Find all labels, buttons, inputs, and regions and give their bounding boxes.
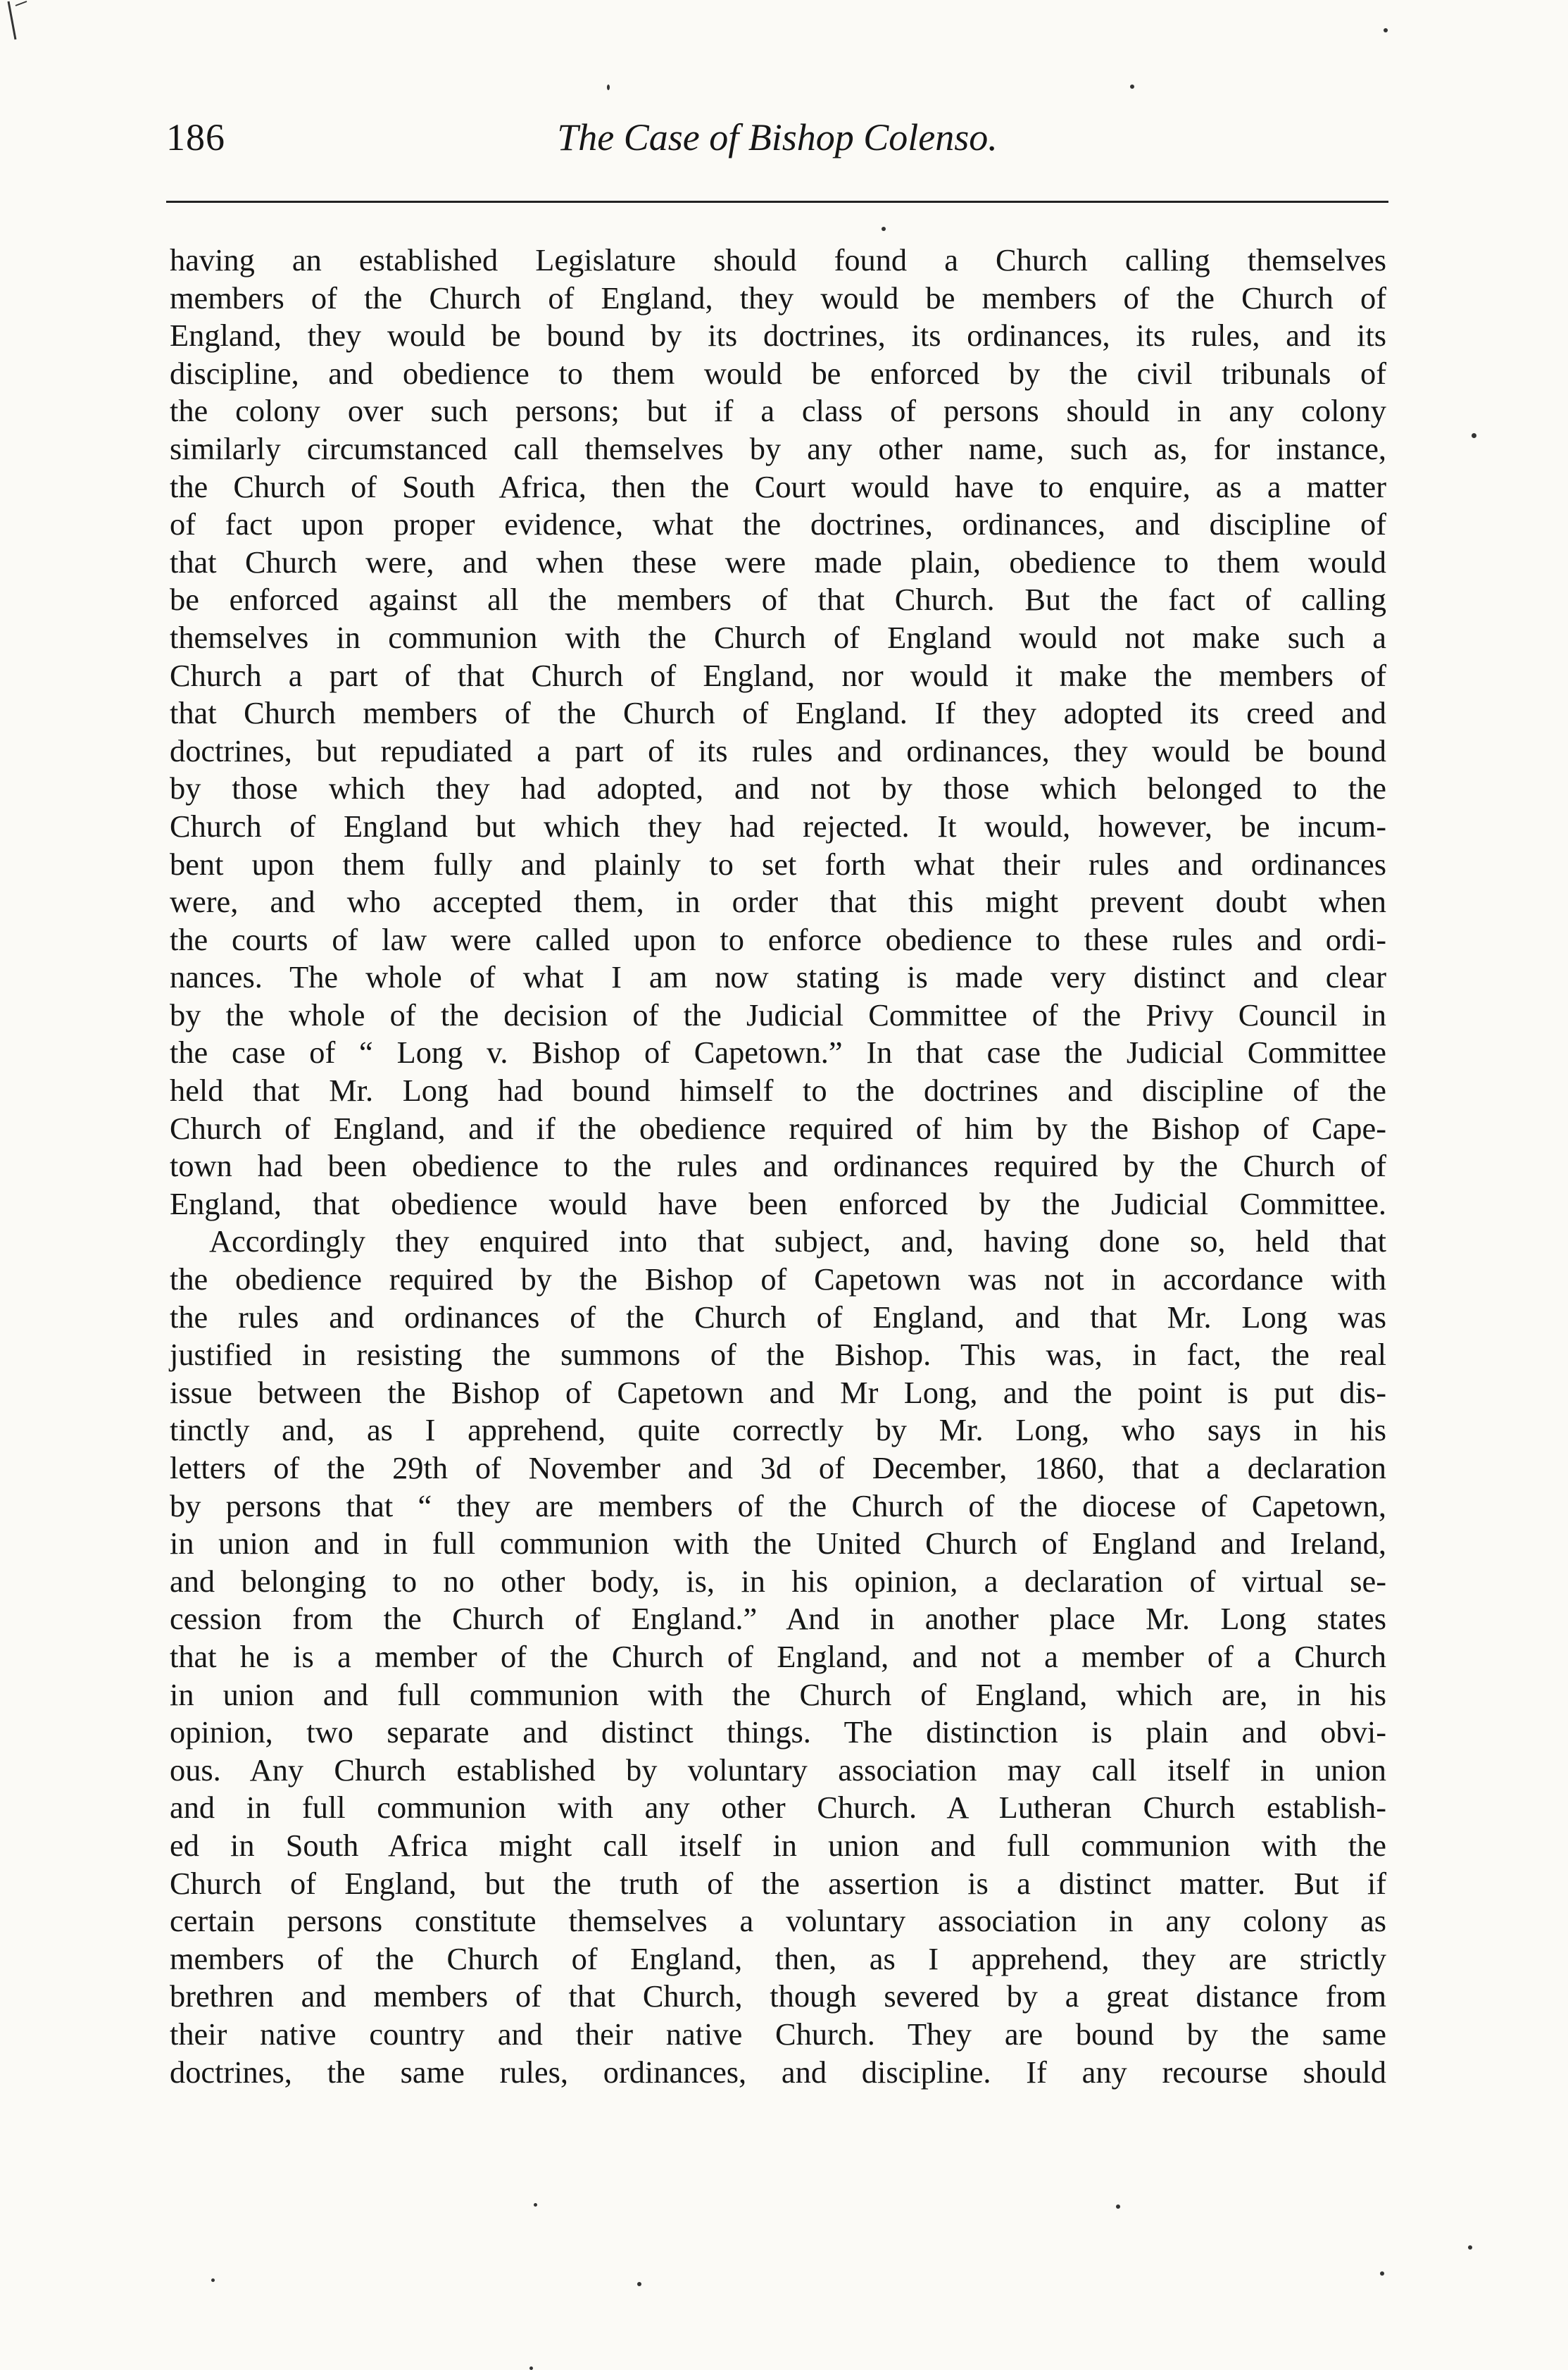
paragraph-start-line: Accordingly they enquired into that subject, and, having done so, held that bbox=[209, 1223, 1386, 1259]
text-line: issue between the Bishop of Capetown and Mr Long, and the point is put dis- bbox=[170, 1374, 1386, 1410]
text-line: that he is a member of the Church of England, and not a member of a Church bbox=[170, 1638, 1386, 1674]
text-line: England, that obedience would have been enforced by the Judicial Committee. bbox=[170, 1185, 1386, 1221]
text-line: opinion, two separate and distinct things. The distinction is plain and obvi- bbox=[170, 1714, 1386, 1750]
header-rule bbox=[166, 201, 1388, 203]
text-line: and in full communion with any other Church. A Lutheran Church establish- bbox=[170, 1790, 1386, 1826]
running-title: The Case of Bishop Colenso. bbox=[557, 116, 998, 158]
text-line: cession from the Church of England.” And in another place Mr. Long states bbox=[170, 1601, 1386, 1637]
text-line: having an established Legislature should found a Church calling themselves bbox=[170, 242, 1386, 277]
text-line: similarly circumstanced call themselves by any other name, such as, for instance, bbox=[170, 430, 1386, 466]
text-line: members of the Church of England, then, as I apprehend, they are strictly bbox=[170, 1940, 1386, 1976]
text-line: Church of England, and if the obedience required of him by the Bishop of Cape- bbox=[170, 1110, 1386, 1146]
running-head bbox=[166, 106, 1388, 169]
text-line: held that Mr. Long had bound himself to the doctrines and discipline of the bbox=[170, 1073, 1386, 1109]
scan-speck bbox=[1116, 2204, 1120, 2209]
text-line: themselves in communion with the Church of England would not make such a bbox=[170, 619, 1386, 655]
scan-speck bbox=[1380, 2271, 1384, 2276]
text-line: brethren and members of that Church, though severed by a great distance from bbox=[170, 1978, 1386, 2014]
scan-speck bbox=[534, 2203, 537, 2207]
body-text bbox=[170, 242, 1386, 2091]
text-line: discipline, and obedience to them would be enforced by the civil tribunals of bbox=[170, 355, 1386, 391]
scan-speck bbox=[882, 227, 886, 231]
text-line: by the whole of the decision of the Judicial Committee of the Privy Council in bbox=[170, 997, 1386, 1033]
text-line: ed in South Africa might call itself in union and full communion with the bbox=[170, 1827, 1386, 1863]
text-line: nances. The whole of what I am now stating is made very distinct and clear bbox=[170, 959, 1386, 995]
text-line: certain persons constitute themselves a voluntary association in any colony as bbox=[170, 1903, 1386, 1939]
text-line: doctrines, the same rules, ordinances, and discipline. If any recourse should bbox=[170, 2054, 1386, 2090]
text-line: the Church of South Africa, then the Court would have to enquire, as a matter bbox=[170, 468, 1386, 504]
text-line: of fact upon proper evidence, what the doctrines, ordinances, and discipline of bbox=[170, 506, 1386, 542]
text-line: the obedience required by the Bishop of Capetown was not in accordance with bbox=[170, 1261, 1386, 1297]
text-line: Church of England but which they had rejected. It would, however, be incum- bbox=[170, 808, 1386, 844]
text-line: Church a part of that Church of England, nor would it make the members of bbox=[170, 657, 1386, 693]
scan-speck bbox=[211, 2278, 215, 2282]
text-line: tinctly and, as I apprehend, quite correctly by Mr. Long, who says in his bbox=[170, 1412, 1386, 1448]
text-line: their native country and their native Church. They are bound by the same bbox=[170, 2016, 1386, 2052]
text-line: England, they would be bound by its doctrines, its ordinances, its rules, and its bbox=[170, 318, 1386, 354]
text-line: the rules and ordinances of the Church of England, and that Mr. Long was bbox=[170, 1299, 1386, 1335]
text-line: ous. Any Church established by voluntary association may call itself in union bbox=[170, 1752, 1386, 1788]
page-number: 186 bbox=[166, 116, 225, 158]
text-line: by those which they had adopted, and not by those which belonged to the bbox=[170, 771, 1386, 806]
text-line: were, and who accepted them, in order that this might prevent doubt when bbox=[170, 884, 1386, 920]
text-line: in union and in full communion with the United Church of England and Ireland, bbox=[170, 1526, 1386, 1561]
text-line: be enforced against all the members of that Church. But the fact of calling bbox=[170, 582, 1386, 618]
text-line: bent upon them fully and plainly to set forth what their rules and ordinances bbox=[170, 846, 1386, 882]
text-line: justified in resisting the summons of the Bishop. This was, in fact, the real bbox=[170, 1337, 1386, 1373]
text-line: the courts of law were called upon to enforce obedience to these rules and ordi- bbox=[170, 921, 1386, 957]
text-line: the colony over such persons; but if a class of persons should in any colony bbox=[170, 393, 1386, 429]
scan-speck bbox=[1384, 28, 1388, 32]
scan-speck bbox=[1130, 85, 1134, 89]
text-line: in union and full communion with the Church of England, which are, in his bbox=[170, 1676, 1386, 1712]
text-line: by persons that “ they are members of the Church of the diocese of Capetown, bbox=[170, 1488, 1386, 1523]
text-line: that Church were, and when these were made plain, obedience to them would bbox=[170, 544, 1386, 580]
text-line: Church of England, but the truth of the assertion is a distinct matter. But if bbox=[170, 1865, 1386, 1901]
scan-speck bbox=[637, 2282, 641, 2286]
text-line: members of the Church of England, they would be members of the Church of bbox=[170, 280, 1386, 316]
text-line: that Church members of the Church of England. If they adopted its creed and bbox=[170, 695, 1386, 731]
text-line: town had been obedience to the rules and ordinances required by the Church of bbox=[170, 1148, 1386, 1184]
corner-pen-mark bbox=[6, 0, 31, 42]
scan-speck bbox=[1468, 2245, 1472, 2250]
scan-speck bbox=[607, 85, 610, 90]
scan-speck bbox=[1472, 433, 1476, 438]
text-line: and belonging to no other body, is, in his opinion, a declaration of virtual se- bbox=[170, 1563, 1386, 1599]
text-line: the case of “ Long v. Bishop of Capetown.” In that case the Judicial Committee bbox=[170, 1035, 1386, 1071]
scan-speck bbox=[529, 2366, 533, 2370]
text-line: letters of the 29th of November and 3d of December, 1860, that a declaration bbox=[170, 1450, 1386, 1485]
text-line: doctrines, but repudiated a part of its rules and ordinances, they would be bound bbox=[170, 732, 1386, 768]
